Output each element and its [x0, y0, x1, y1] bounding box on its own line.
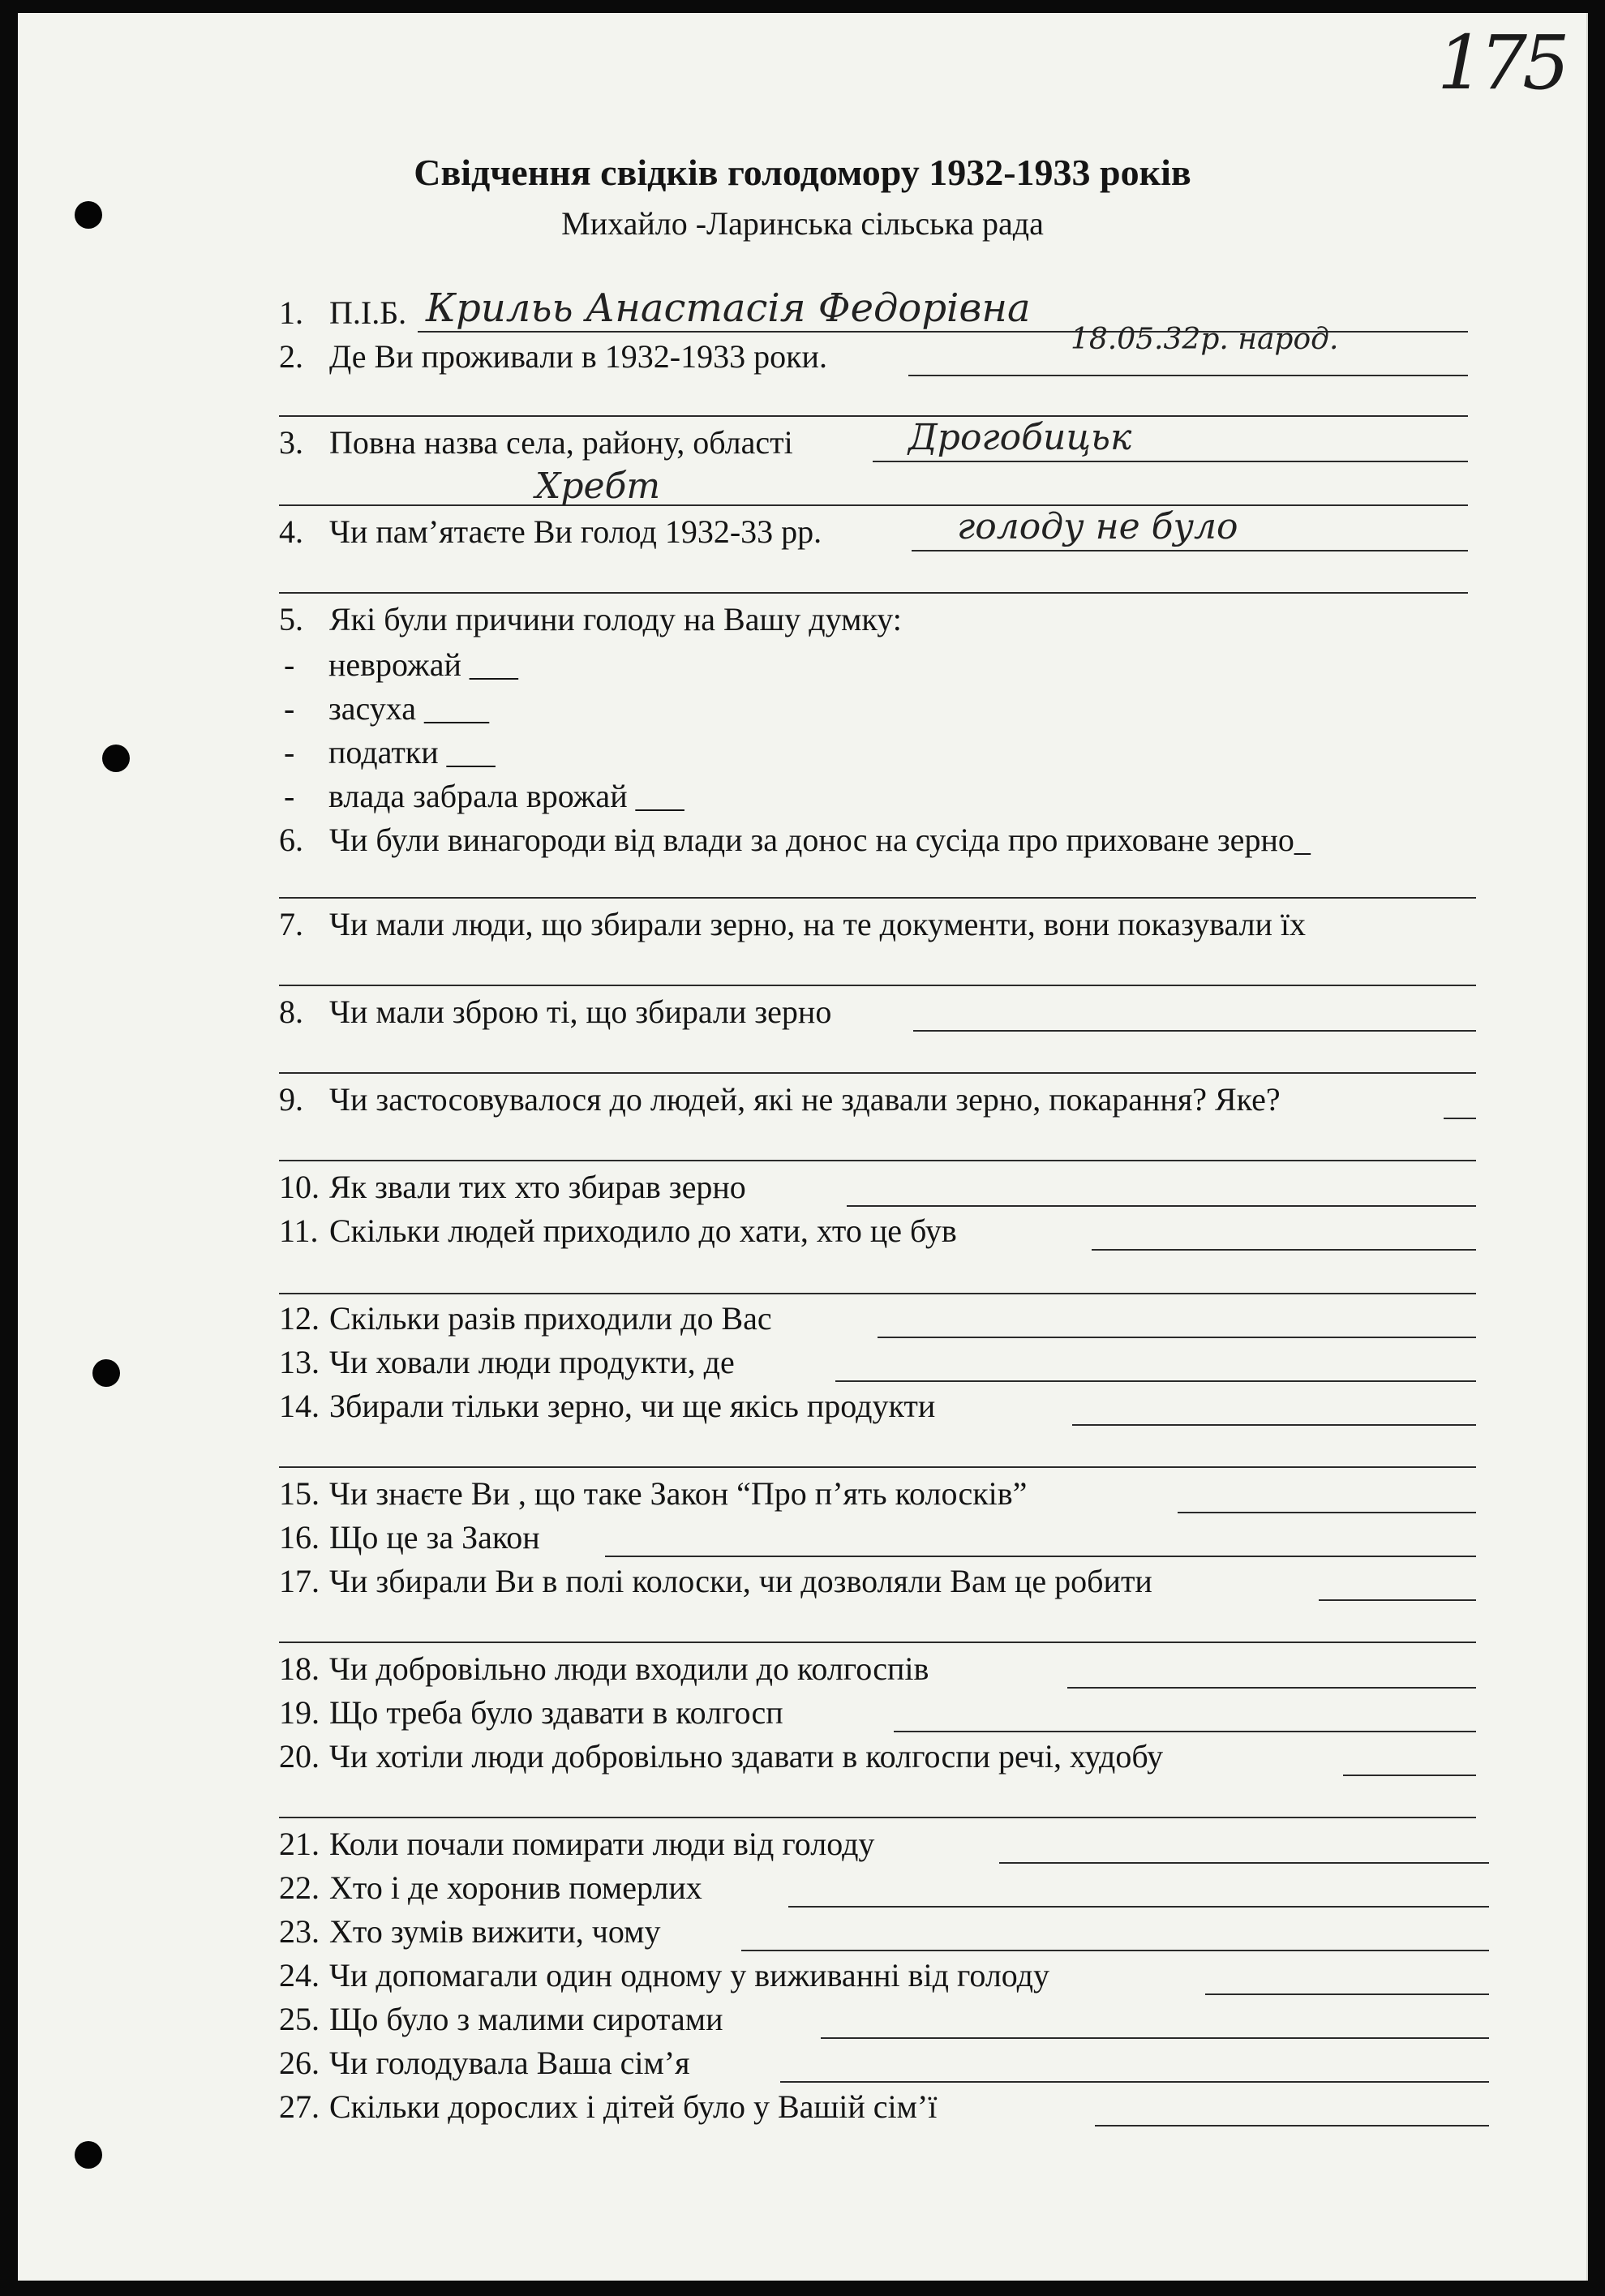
answer-line: [279, 415, 1468, 417]
answer-line: [788, 1906, 1489, 1908]
question-text: Де Ви проживали в 1932-1933 роки.: [329, 338, 827, 375]
question-number: 14.: [279, 1388, 320, 1424]
question-text: Збирали тільки зерно, чи ще якісь продукти: [329, 1388, 936, 1424]
question-number: 12.: [279, 1300, 320, 1337]
answer-line: [1095, 2125, 1489, 2126]
answer-line: [894, 1731, 1476, 1732]
question-text: П.І.Б.: [329, 294, 407, 331]
answer-line: [605, 1556, 1476, 1557]
question-text: Чи мали люди, що збирали зерно, на те документи, вони показували їх: [329, 906, 1307, 942]
question-text: Чи знаєте Ви , що таке Закон “Про п’ять колосків”: [329, 1475, 1028, 1512]
answer-line: [1072, 1424, 1476, 1426]
answer-line: [279, 1817, 1476, 1818]
answer-line: [878, 1337, 1476, 1338]
question-number: 21.: [279, 1826, 320, 1862]
page-title: Свідчення свідків голодомору 1932-1933 років: [414, 152, 1191, 193]
question-text: Що треба було здавати в колгосп: [329, 1694, 783, 1731]
question-number: 16.: [279, 1519, 320, 1556]
question-number: 5.: [279, 601, 303, 637]
answer-line: [999, 1862, 1489, 1864]
handwritten-place-2: Хребт: [535, 466, 661, 507]
punch-hole: [92, 1359, 120, 1387]
punch-hole: [75, 2141, 102, 2169]
answer-line: [908, 375, 1468, 376]
answer-line: [913, 1030, 1476, 1032]
cause-text: засуха ____: [328, 690, 490, 727]
answer-line: [279, 592, 1468, 594]
question-text: Чи добровільно люди входили до колгоспів: [329, 1650, 929, 1687]
bullet-dash: -: [284, 778, 295, 814]
question-number: 8.: [279, 994, 303, 1030]
question-text: Чи застосовувалося до людей, які не здавали зерно, покарання? Яке?: [329, 1081, 1281, 1118]
punch-hole: [102, 745, 130, 772]
question-number: 2.: [279, 338, 303, 375]
page-number: 175: [1437, 19, 1565, 106]
question-text: Як звали тих хто збирав зерно: [329, 1169, 746, 1205]
answer-line: [279, 985, 1476, 986]
question-number: 27.: [279, 2088, 320, 2125]
question-text: Чи хотіли люди добровільно здавати в колгоспи речі, худобу: [329, 1738, 1164, 1775]
question-text: Скільки дорослих і дітей було у Вашій сім’ї: [329, 2088, 938, 2125]
answer-line: [873, 461, 1468, 462]
answer-line: [912, 550, 1468, 551]
cause-text: влада забрала врожай ___: [328, 778, 684, 814]
bullet-dash: -: [284, 646, 295, 683]
question-number: 3.: [279, 424, 303, 461]
question-text: Що було з малими сиротами: [329, 2001, 723, 2037]
question-number: 19.: [279, 1694, 320, 1731]
question-text: Коли почали помирати люди від голоду: [329, 1826, 875, 1862]
question-number: 11.: [279, 1212, 319, 1249]
question-number: 23.: [279, 1913, 320, 1950]
question-text: Чи збирали Ви в полі колоски, чи дозволяли Вам це робити: [329, 1563, 1152, 1599]
answer-line: [279, 897, 1476, 899]
question-number: 9.: [279, 1081, 303, 1118]
bullet-dash: -: [284, 690, 295, 727]
answer-line: [1205, 1993, 1489, 1995]
question-text: Чи ховали люди продукти, де: [329, 1344, 735, 1380]
answer-line: [279, 1160, 1476, 1161]
question-text: Чи допомагали один одному у виживанні від голоду: [329, 1957, 1050, 1993]
question-number: 15.: [279, 1475, 320, 1512]
answer-line: [1444, 1118, 1476, 1119]
question-text: Чи мали зброю ті, що збирали зерно: [329, 994, 832, 1030]
question-text: Скільки разів приходили до Вас: [329, 1300, 772, 1337]
question-number: 10.: [279, 1169, 320, 1205]
handwritten-birth-date: 18.05.32р. народ.: [1071, 323, 1339, 356]
cause-text: неврожай ___: [328, 646, 518, 683]
question-number: 17.: [279, 1563, 320, 1599]
answer-line: [279, 1642, 1476, 1643]
question-number: 20.: [279, 1738, 320, 1775]
question-text: Хто і де хоронив померлих: [329, 1869, 702, 1906]
answer-line: [1343, 1775, 1476, 1776]
answer-line: [1067, 1687, 1476, 1689]
cause-text: податки ___: [328, 734, 496, 770]
question-number: 26.: [279, 2045, 320, 2081]
handwritten-place: Дрогобицьк: [908, 417, 1132, 458]
answer-line: [1319, 1599, 1476, 1601]
answer-line: [821, 2037, 1489, 2039]
question-text: Повна назва села, району, області: [329, 424, 793, 461]
answer-line: [847, 1205, 1476, 1207]
question-text: Чи голодувала Ваша сім’я: [329, 2045, 690, 2081]
question-text: Що це за Закон: [329, 1519, 540, 1556]
question-number: 22.: [279, 1869, 320, 1906]
answer-line: [279, 1072, 1476, 1074]
answer-line: [1178, 1512, 1476, 1513]
question-number: 4.: [279, 513, 303, 550]
question-text: Які були причини голоду на Вашу думку:: [329, 601, 902, 637]
question-number: 25.: [279, 2001, 320, 2037]
question-number: 13.: [279, 1344, 320, 1380]
answer-line: [780, 2081, 1489, 2083]
answer-line: [835, 1380, 1476, 1382]
question-number: 1.: [279, 294, 303, 331]
answer-line: [279, 1466, 1476, 1468]
answer-line: [279, 1293, 1476, 1294]
question-number: 18.: [279, 1650, 320, 1687]
handwritten-name: Крильь Анастасія Федорівна: [426, 285, 1031, 331]
question-number: 7.: [279, 906, 303, 942]
question-text: Чи пам’ятаєте Ви голод 1932-33 рр.: [329, 513, 822, 550]
page-subtitle: Михайло -Ларинська сільська рада: [561, 205, 1044, 242]
question-number: 6.: [279, 822, 303, 858]
answer-line: [741, 1950, 1489, 1951]
bullet-dash: -: [284, 734, 295, 770]
question-text: Скільки людей приходило до хати, хто це був: [329, 1212, 957, 1249]
question-text: Чи були винагороди від влади за донос на сусіда про приховане зерно_: [329, 822, 1311, 858]
answer-line: [1092, 1249, 1476, 1251]
question-number: 24.: [279, 1957, 320, 1993]
question-text: Хто зумів вижити, чому: [329, 1913, 661, 1950]
handwritten-memory: голоду не було: [957, 506, 1238, 547]
answer-line: [279, 504, 1468, 506]
